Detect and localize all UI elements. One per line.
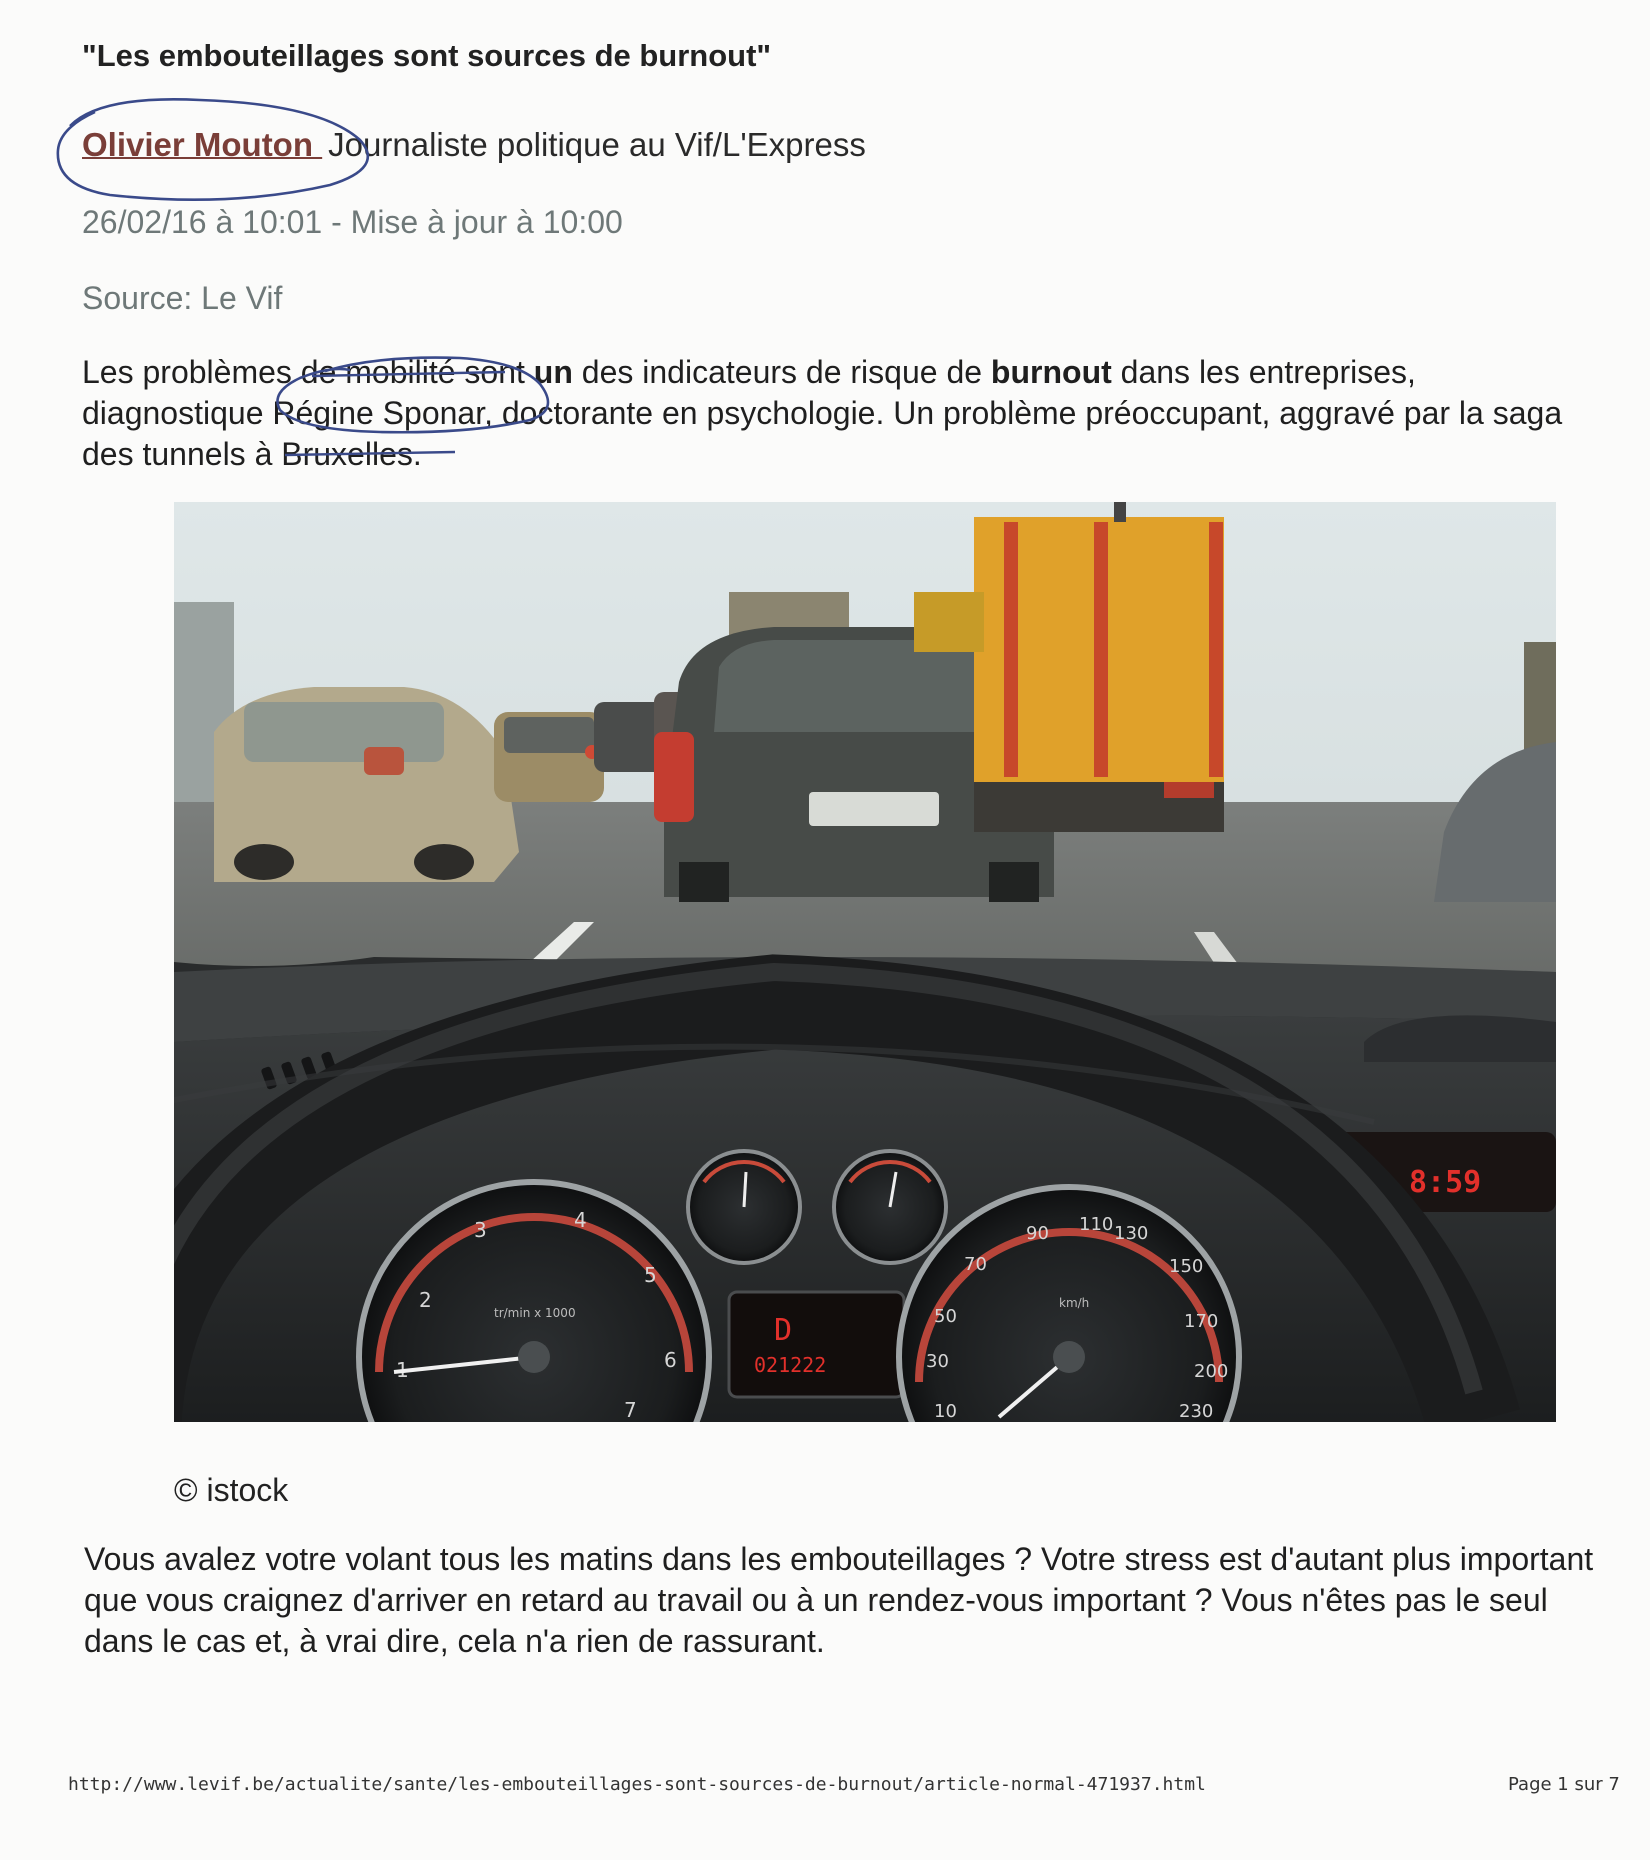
- gear-indicator: D: [774, 1313, 793, 1348]
- speed-tick: 30: [926, 1351, 949, 1372]
- photo-credit: © istock: [174, 1472, 289, 1508]
- lead-bold-2: burnout: [990, 354, 1112, 390]
- lead-text-2: des indicateurs de risque de: [572, 354, 991, 390]
- footer-url: http://www.levif.be/actualite/sante/les-embouteillages-sont-sources-de-burnout/article-normal-471937.html: [68, 1774, 1206, 1795]
- speed-unit: km/h: [1059, 1296, 1090, 1310]
- tach-tick: 6: [664, 1348, 677, 1372]
- speed-tick: 50: [934, 1306, 957, 1327]
- article-title: "Les embouteillages sont sources de burnout": [82, 38, 772, 73]
- tach-tick: 7: [624, 1398, 637, 1422]
- tach-tick: 5: [644, 1263, 657, 1287]
- traffic-jam-photo: [174, 502, 1556, 1422]
- author-line: [82, 126, 866, 164]
- speed-tick: 110: [1079, 1214, 1114, 1235]
- odometer: 021222: [754, 1353, 827, 1377]
- photo-illustration: [174, 502, 1556, 1422]
- author-link[interactable]: Olivier Mouton: [82, 126, 323, 163]
- publish-date: 26/02/16 à 10:01 - Mise à jour à 10:00: [82, 204, 623, 240]
- article-source: Source: Le Vif: [82, 280, 283, 316]
- lead-bold-1: un: [533, 354, 573, 390]
- tach-unit: tr/min x 1000: [494, 1306, 576, 1320]
- article-body: Vous avalez votre volant tous les matins dans les embouteillages ? Votre stress est d'autant plus important que vous craignez d'arriver en retard au travail ou à un rendez-vous important ? Vous n'êtes pas le seul dans le cas et, à vrai dire, cela n'a rien de rassurant.: [84, 1541, 1594, 1659]
- speed-tick: 170: [1184, 1311, 1219, 1332]
- speed-tick: 10: [934, 1401, 957, 1422]
- speed-tick: 150: [1169, 1256, 1204, 1277]
- tach-tick: 4: [574, 1208, 587, 1232]
- speed-tick: 90: [1026, 1223, 1049, 1244]
- lead-text-3: dans les entreprises, diagnostique Régine Sponar, doctorante en psychologie. Un problème préoccupant, aggravé par la saga des tunnels à Bruxelles.: [82, 354, 1563, 472]
- footer-page-number: Page 1 sur 7: [1508, 1774, 1620, 1795]
- article-lead: [82, 352, 1582, 475]
- tach-tick: 3: [474, 1218, 487, 1242]
- speed-tick: 200: [1194, 1361, 1229, 1382]
- dash-clock: 8:59: [1409, 1165, 1482, 1200]
- speed-tick: 70: [964, 1254, 987, 1275]
- speed-tick: 130: [1114, 1223, 1149, 1244]
- author-role: Journaliste politique au Vif/L'Express: [328, 126, 866, 163]
- tach-tick: 2: [419, 1288, 432, 1312]
- speed-tick: 230: [1179, 1401, 1214, 1422]
- lead-text-1: Les problèmes de mobilité sont: [82, 354, 534, 390]
